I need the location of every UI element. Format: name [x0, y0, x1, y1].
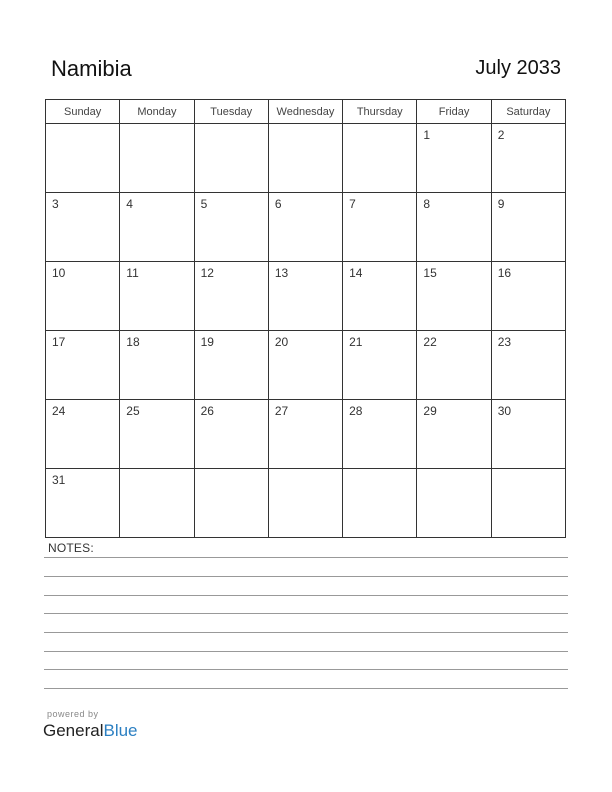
day-cell: 22 — [417, 331, 491, 400]
day-cell: 15 — [417, 262, 491, 331]
day-cell — [268, 124, 342, 193]
day-cell: 18 — [120, 331, 194, 400]
month-year-title: July 2033 — [475, 57, 561, 79]
weekday-saturday: Saturday — [491, 100, 565, 124]
day-cell: 25 — [120, 400, 194, 469]
day-cell: 24 — [46, 400, 120, 469]
day-cell: 9 — [491, 193, 565, 262]
weekday-thursday: Thursday — [343, 100, 417, 124]
notes-label: NOTES: — [48, 541, 94, 555]
day-cell: 1 — [417, 124, 491, 193]
day-cell: 7 — [343, 193, 417, 262]
logo-text-blue: Blue — [103, 721, 138, 740]
week-row — [46, 331, 566, 400]
weekday-tuesday: Tuesday — [194, 100, 268, 124]
day-cell — [417, 469, 491, 538]
day-cell: 20 — [268, 331, 342, 400]
notes-line — [44, 576, 568, 577]
logo-text-general: General — [43, 721, 104, 740]
notes-line — [44, 651, 568, 652]
day-cell: 2 — [491, 124, 565, 193]
day-cell: 27 — [268, 400, 342, 469]
weekday-header-row — [46, 100, 566, 124]
day-cell — [343, 124, 417, 193]
day-cell: 5 — [194, 193, 268, 262]
day-cell: 28 — [343, 400, 417, 469]
day-cell: 26 — [194, 400, 268, 469]
powered-by-text: powered by — [47, 709, 99, 719]
day-cell — [120, 124, 194, 193]
day-cell: 31 — [46, 469, 120, 538]
week-row — [46, 400, 566, 469]
day-cell — [343, 469, 417, 538]
weekday-sunday: Sunday — [46, 100, 120, 124]
notes-line — [44, 613, 568, 614]
weekday-wednesday: Wednesday — [268, 100, 342, 124]
notes-line — [44, 669, 568, 670]
weekday-friday: Friday — [417, 100, 491, 124]
day-cell: 17 — [46, 331, 120, 400]
day-cell: 3 — [46, 193, 120, 262]
calendar-grid — [45, 99, 566, 538]
day-cell: 8 — [417, 193, 491, 262]
day-cell: 6 — [268, 193, 342, 262]
day-cell — [120, 469, 194, 538]
day-cell: 16 — [491, 262, 565, 331]
day-cell: 23 — [491, 331, 565, 400]
day-cell: 14 — [343, 262, 417, 331]
day-cell: 19 — [194, 331, 268, 400]
weekday-monday: Monday — [120, 100, 194, 124]
notes-line — [44, 595, 568, 596]
day-cell — [194, 124, 268, 193]
day-cell: 10 — [46, 262, 120, 331]
day-cell — [46, 124, 120, 193]
day-cell — [194, 469, 268, 538]
day-cell: 29 — [417, 400, 491, 469]
day-cell — [491, 469, 565, 538]
week-row — [46, 193, 566, 262]
notes-line — [44, 632, 568, 633]
week-row — [46, 469, 566, 538]
day-cell: 13 — [268, 262, 342, 331]
day-cell: 11 — [120, 262, 194, 331]
generalblue-logo — [43, 721, 138, 741]
notes-line — [44, 688, 568, 689]
notes-line — [44, 557, 568, 558]
week-row — [46, 262, 566, 331]
country-title: Namibia — [51, 56, 132, 81]
day-cell — [268, 469, 342, 538]
day-cell: 21 — [343, 331, 417, 400]
day-cell: 30 — [491, 400, 565, 469]
day-cell: 12 — [194, 262, 268, 331]
day-cell: 4 — [120, 193, 194, 262]
week-row — [46, 124, 566, 193]
